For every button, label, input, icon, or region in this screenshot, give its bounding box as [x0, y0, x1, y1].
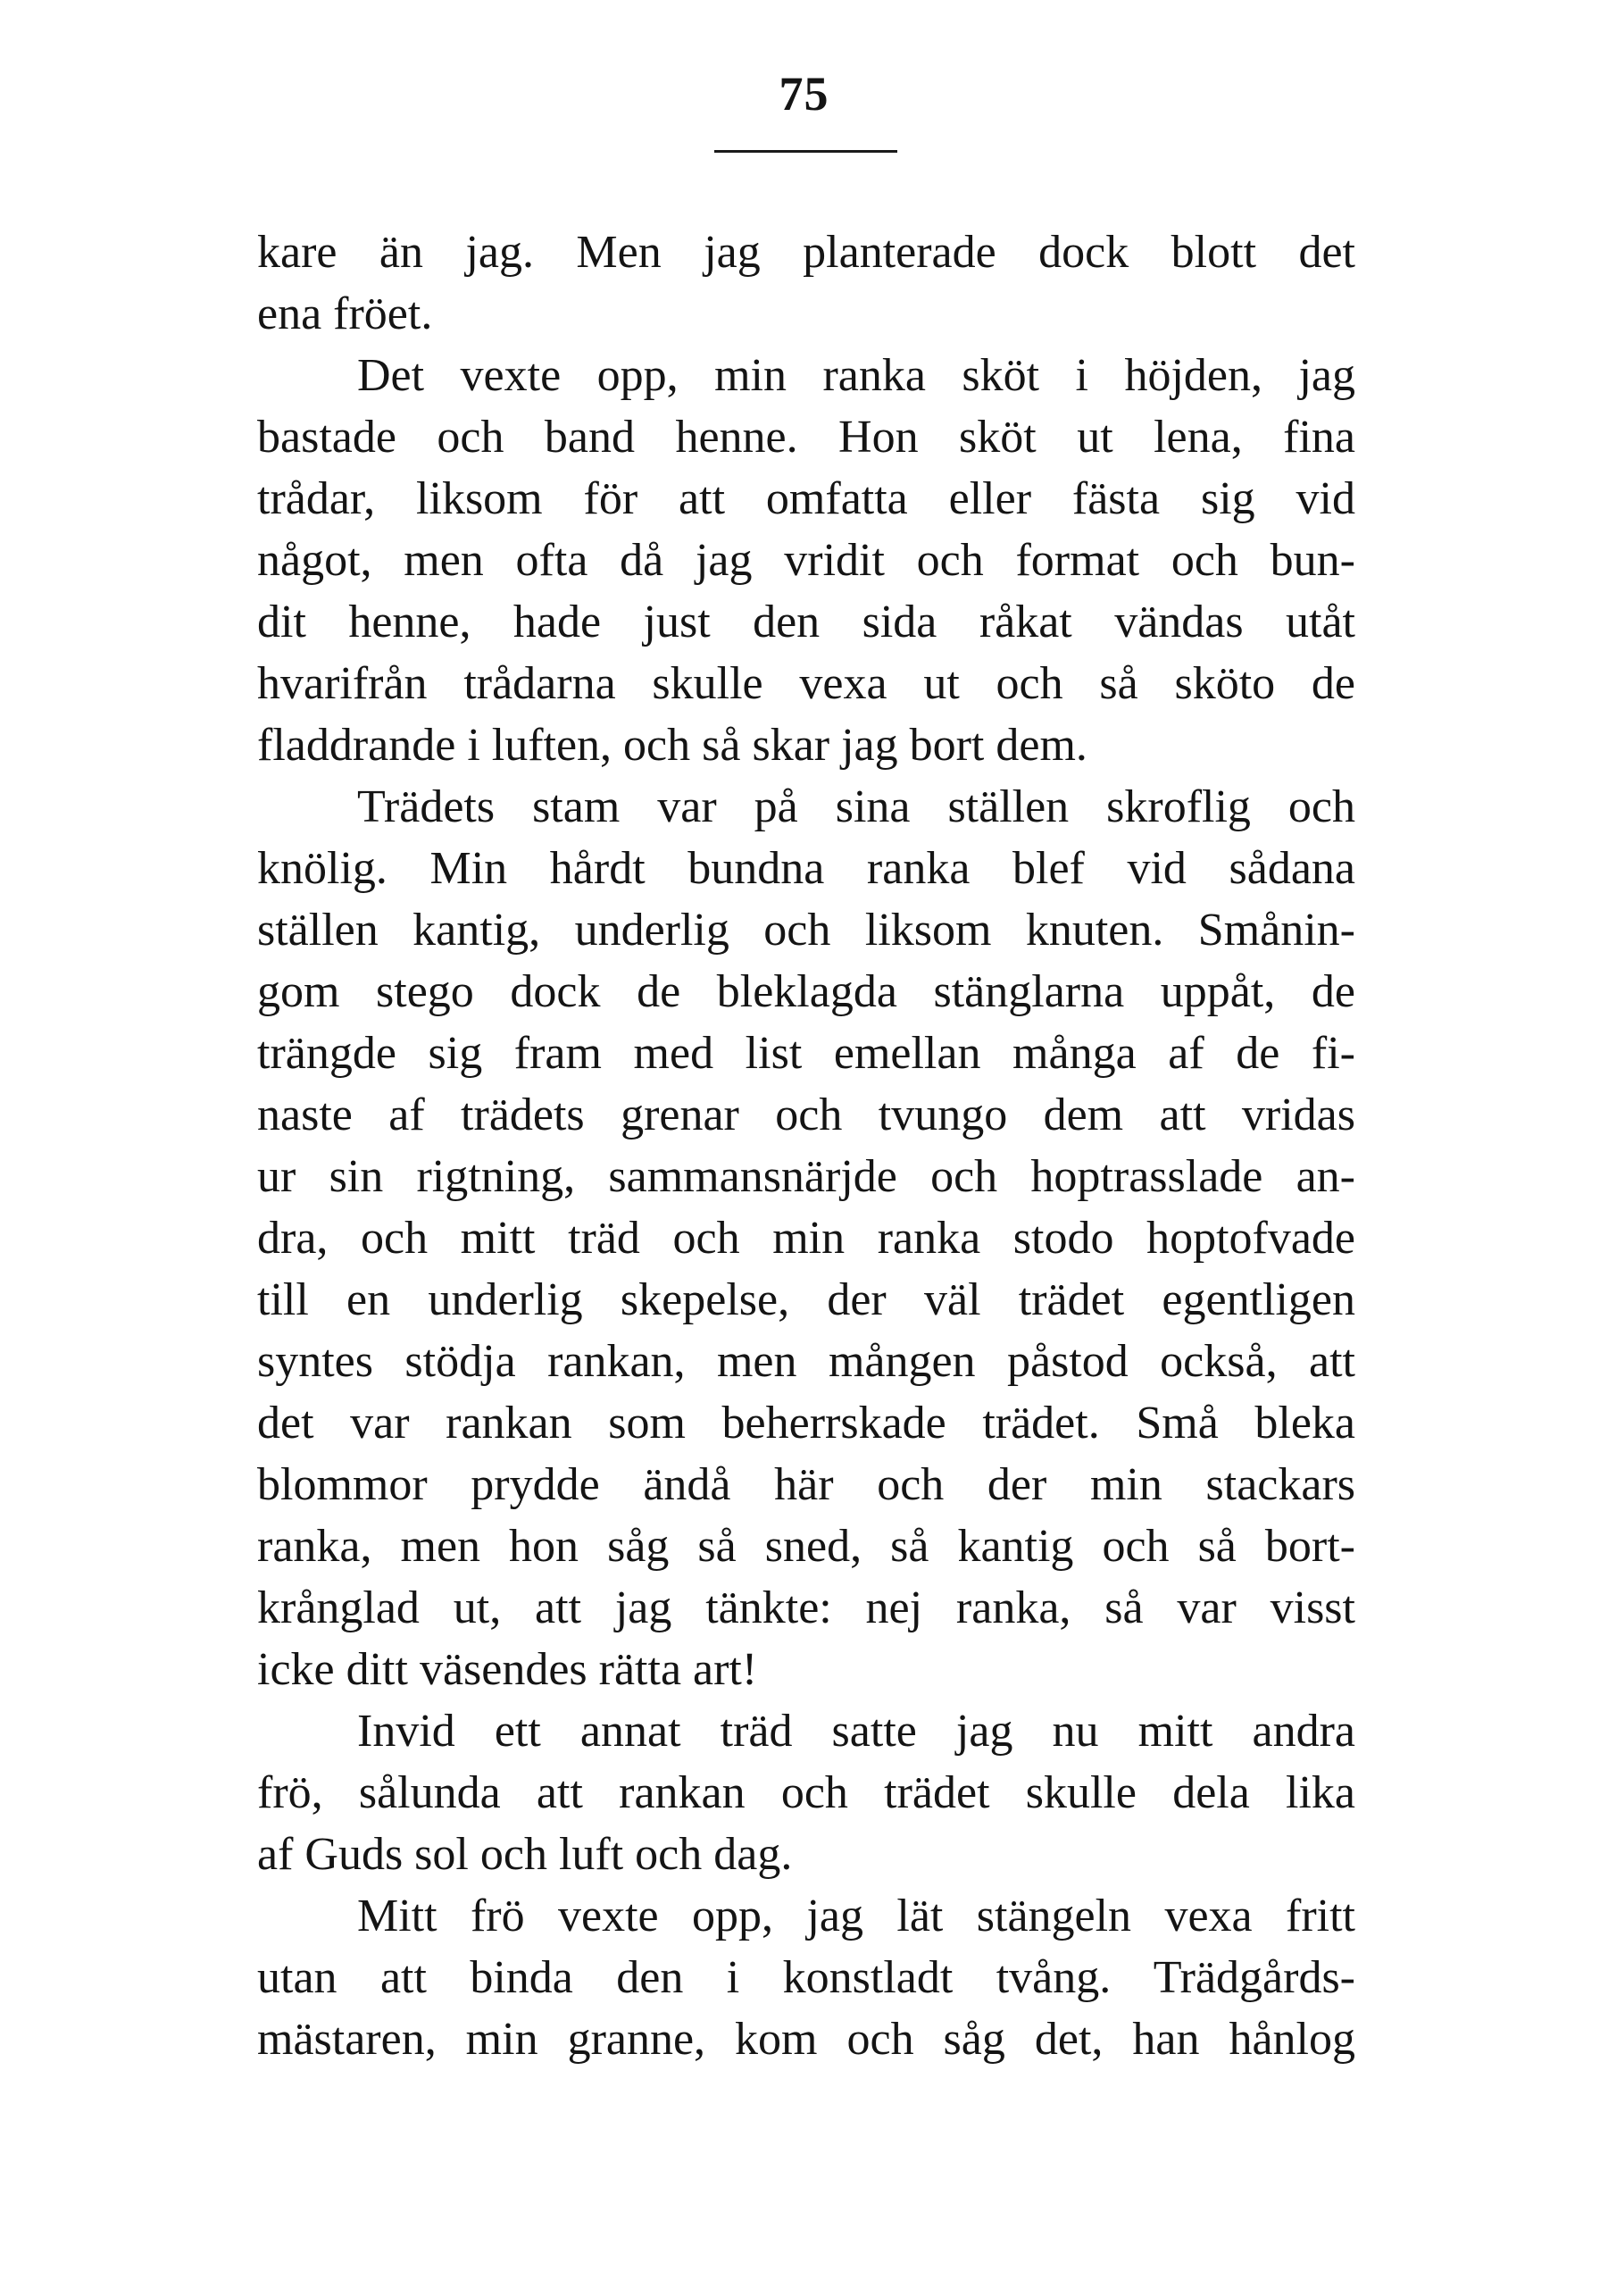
text-line: dit henne, hade just den sida råkat vändas utåt [257, 597, 1355, 647]
text-line: ställen kantig, underlig och liksom knuten. Smånin- [257, 905, 1355, 956]
body-text [257, 221, 1355, 2070]
text-line: det var rankan som beherrskade trädet. Små bleka [257, 1398, 1355, 1449]
text-line: till en underlig skepelse, der väl trädet egentligen [257, 1274, 1355, 1325]
text-line: knölig. Min hårdt bundna ranka blef vid sådana [257, 843, 1355, 894]
text-line: naste af trädets grenar och tvungo dem att vridas [257, 1090, 1355, 1140]
text-line: ranka, men hon såg så sned, så kantig och så bort- [257, 1521, 1355, 1572]
text-line: något, men ofta då jag vridit och format och bun- [257, 535, 1355, 586]
header-rule [714, 150, 897, 153]
text-line: af Guds sol och luft och dag. [257, 1829, 793, 1880]
text-line: dra, och mitt träd och min ranka stodo hoptofvade [257, 1213, 1355, 1264]
text-line: bastade och band henne. Hon sköt ut lena, fina [257, 412, 1355, 463]
text-line: gom stego dock de bleklagda stänglarna uppåt, de [257, 966, 1355, 1017]
text-line: blommor prydde ändå här och der min stackars [257, 1459, 1355, 1510]
page-number: 75 [779, 67, 829, 121]
text-line: Trädets stam var på sina ställen skroflig och [357, 781, 1355, 832]
text-line: Mitt frö vexte opp, jag lät stängeln vexa fritt [357, 1891, 1355, 1941]
text-line: hvarifrån trådarna skulle vexa ut och så sköto de [257, 658, 1355, 709]
text-line: frö, sålunda att rankan och trädet skulle dela lika [257, 1767, 1355, 1818]
text-line: trängde sig fram med list emellan många af de fi- [257, 1028, 1355, 1079]
text-line: trådar, liksom för att omfatta eller fästa sig vid [257, 473, 1355, 524]
text-line: Invid ett annat träd satte jag nu mitt andra [357, 1706, 1355, 1757]
text-line: ur sin rigtning, sammansnärjde och hoptrasslade an- [257, 1151, 1355, 1202]
text-line: icke ditt väsendes rätta art! [257, 1644, 758, 1695]
text-line: syntes stödja rankan, men mången påstod också, att [257, 1336, 1355, 1387]
text-line: mästaren, min granne, kom och såg det, han hånlog [257, 2014, 1355, 2065]
text-line: ena fröet. [257, 288, 433, 339]
text-line: krånglad ut, att jag tänkte: nej ranka, så var visst [257, 1582, 1355, 1633]
text-line: fladdrande i luften, och så skar jag bort dem. [257, 720, 1087, 771]
text-line: Det vexte opp, min ranka sköt i höjden, jag [357, 350, 1355, 401]
text-line: utan att binda den i konstladt tvång. Trädgårds- [257, 1952, 1355, 2003]
text-line: kare än jag. Men jag planterade dock blott det [257, 227, 1355, 278]
